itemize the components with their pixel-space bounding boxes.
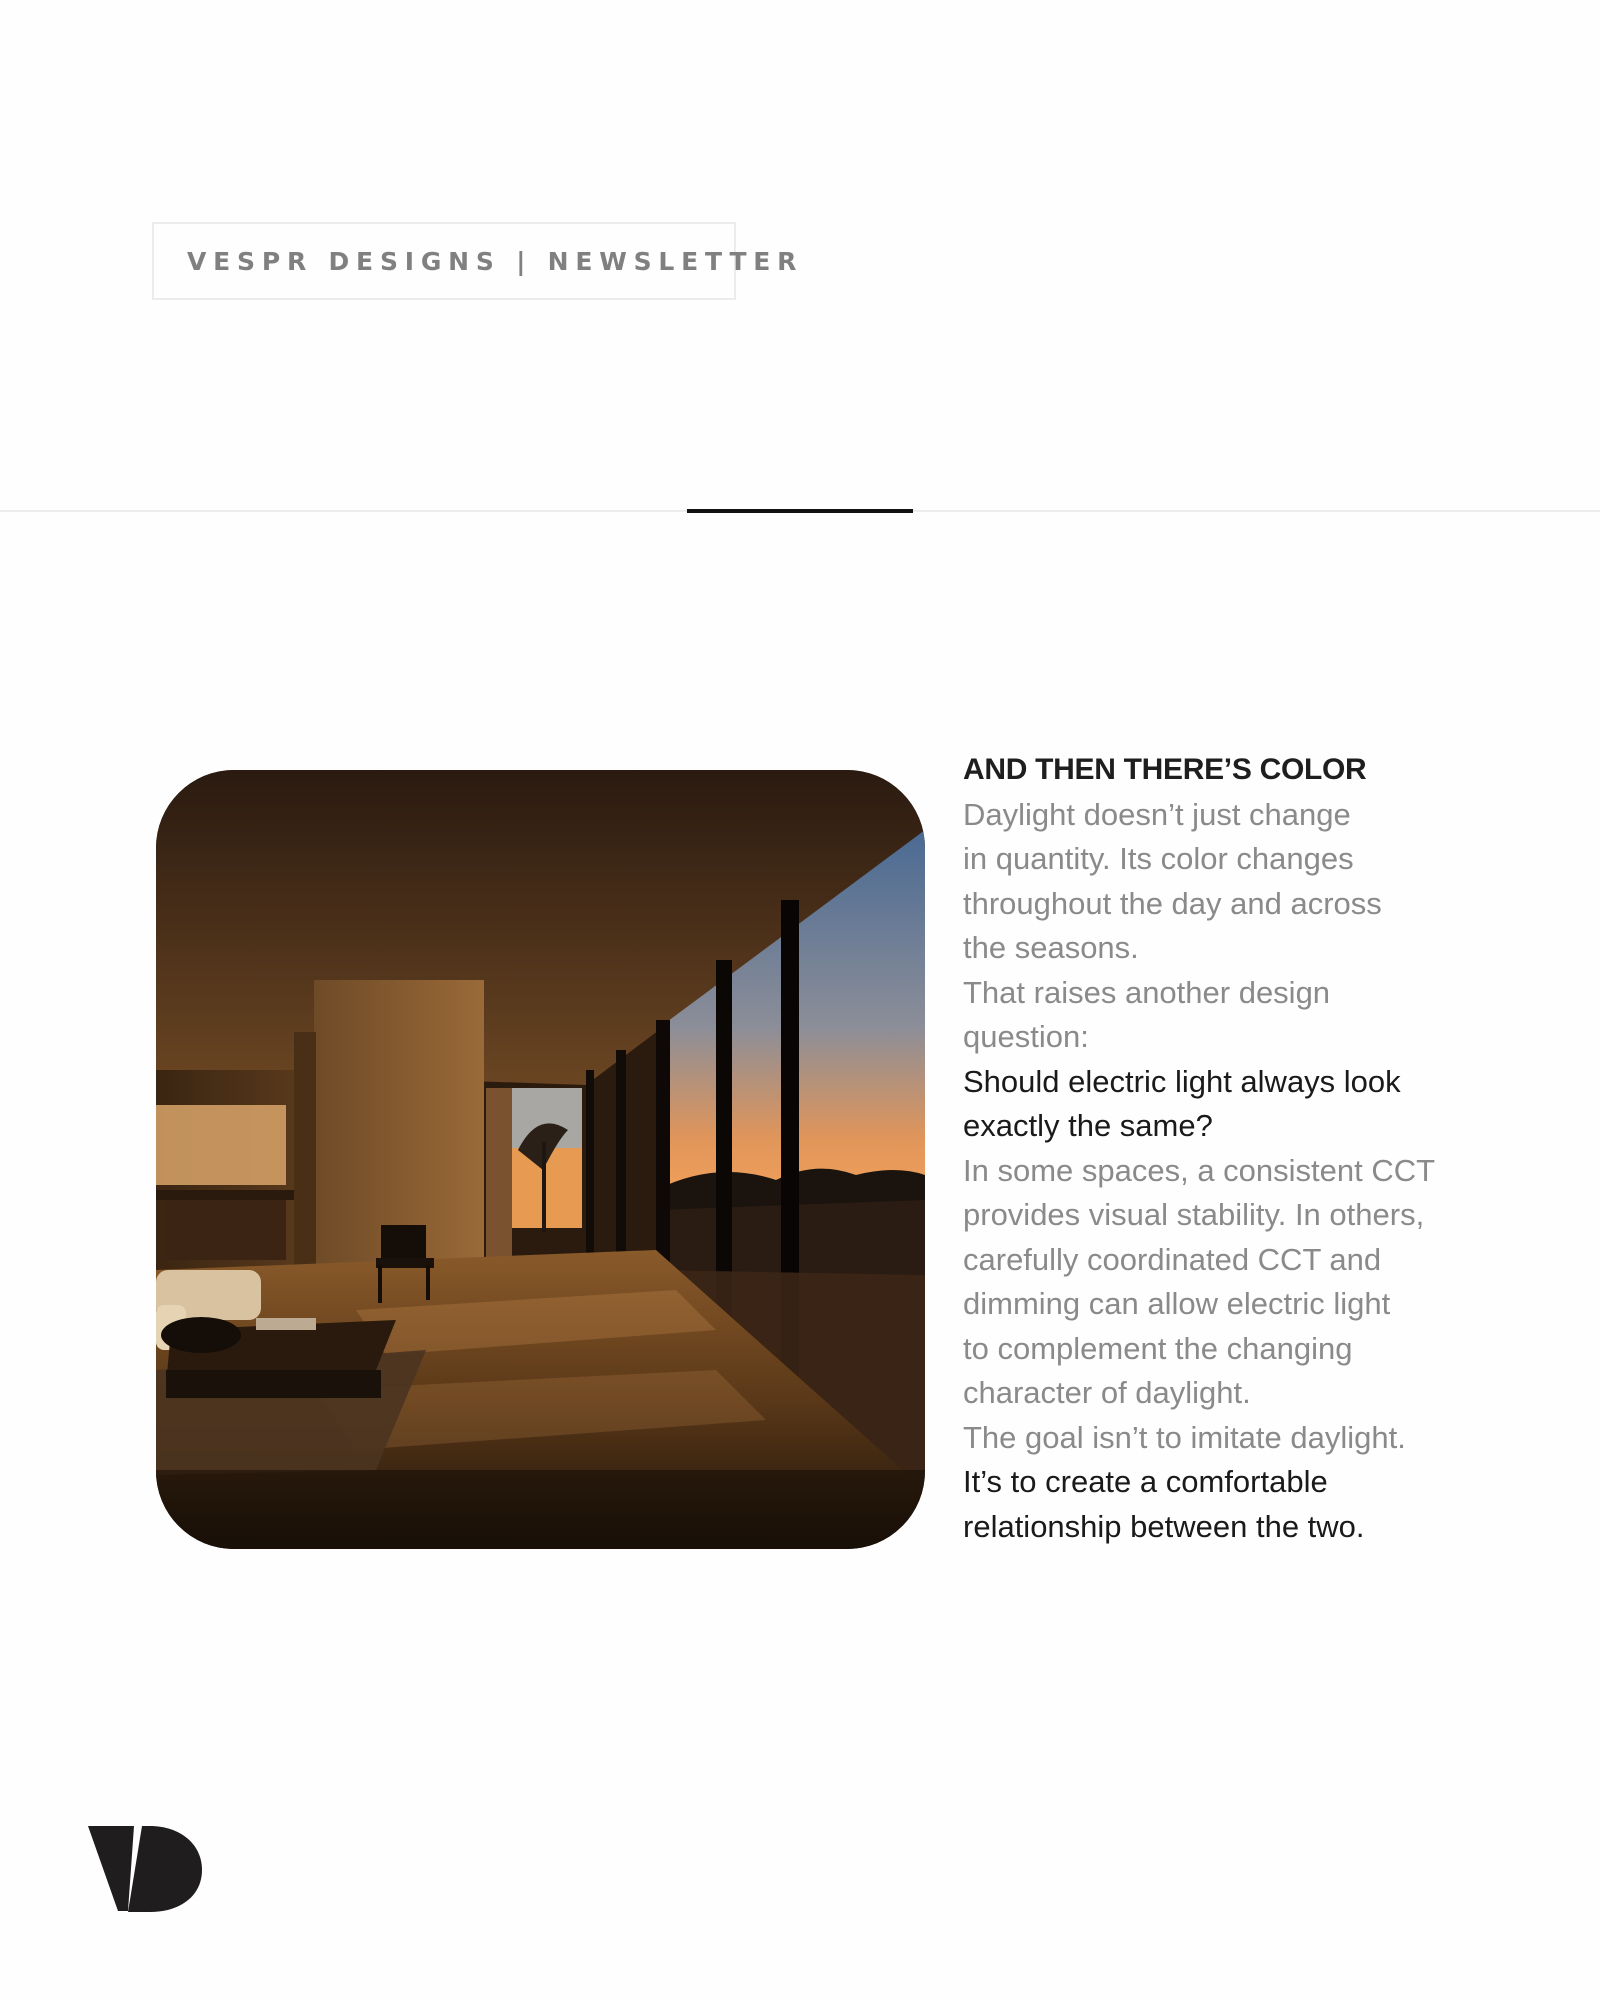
article-line: dimming can allow electric light bbox=[963, 1286, 1391, 1321]
interior-sunset-photo bbox=[156, 770, 925, 1549]
vespr-logo-icon bbox=[88, 1826, 202, 1919]
article-line-emphasis: It’s to create a comfortable bbox=[963, 1464, 1328, 1499]
article-line: the seasons. bbox=[963, 930, 1139, 965]
article-line: in quantity. Its color changes bbox=[963, 841, 1354, 876]
article-line: character of daylight. bbox=[963, 1375, 1251, 1410]
article-line: question: bbox=[963, 1019, 1089, 1054]
article-text-block bbox=[963, 748, 1483, 1549]
article-line: That raises another design bbox=[963, 974, 1331, 1010]
newsletter-header-label: VESPR DESIGNS | NEWSLETTER bbox=[187, 246, 804, 276]
article-line-emphasis: Should electric light always look bbox=[963, 1063, 1401, 1099]
article-line-emphasis: exactly the same? bbox=[963, 1108, 1213, 1143]
article-line: In some spaces, a consistent CCT bbox=[963, 1152, 1436, 1188]
newsletter-header-badge bbox=[152, 222, 804, 300]
article-heading: AND THEN THERE’S COLOR bbox=[963, 753, 1367, 786]
article-line: The goal isn’t to imitate daylight. bbox=[963, 1419, 1406, 1455]
article-line: throughout the day and across bbox=[963, 885, 1382, 921]
article-line: carefully coordinated CCT and bbox=[963, 1241, 1382, 1277]
article-line: provides visual stability. In others, bbox=[963, 1197, 1425, 1232]
article-line: Daylight doesn’t just change bbox=[963, 796, 1351, 832]
article-line-emphasis: relationship between the two. bbox=[963, 1508, 1365, 1544]
article-line: to complement the changing bbox=[963, 1330, 1353, 1366]
section-divider-accent bbox=[687, 509, 913, 513]
